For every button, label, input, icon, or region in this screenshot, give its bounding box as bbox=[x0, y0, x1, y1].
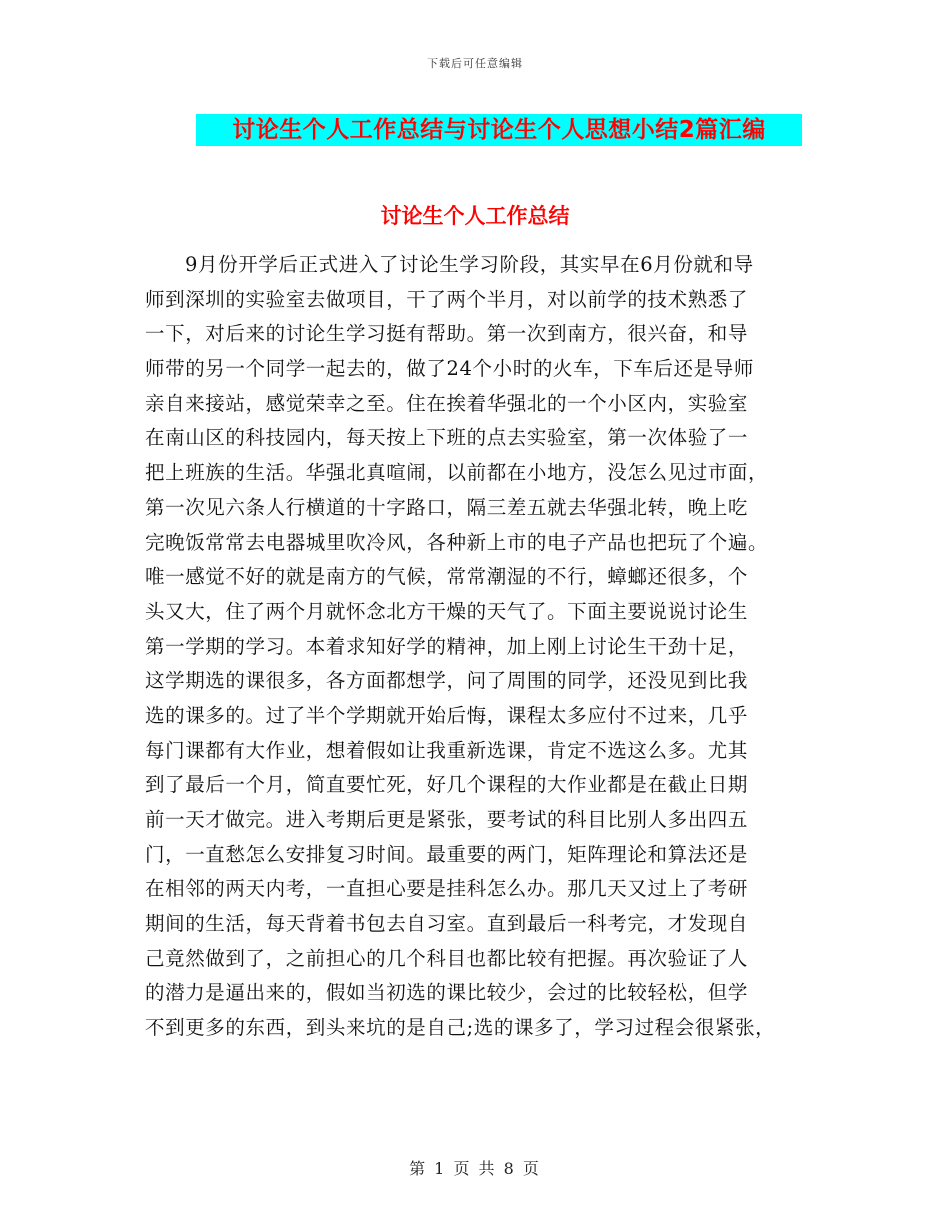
body-line: 在南山区的科技园内，每天按上下班的点去实验室，第一次体验了一 bbox=[145, 426, 749, 450]
main-title-highlight bbox=[196, 114, 802, 146]
body-line: 这学期选的课很多，各方面都想学，问了周围的同学，还没见到比我 bbox=[145, 669, 749, 693]
body-line: 到了最后一个月，简直要忙死，好几个课程的大作业都是在截止日期 bbox=[145, 773, 749, 797]
body-line: 前一天才做完。进入考期后更是紧张，要考试的科目比别人多出四五 bbox=[145, 808, 749, 831]
main-title: 讨论生个人工作总结与讨论生个人思想小结2篇汇编 bbox=[232, 117, 766, 143]
body-line: 己竟然做到了，之前担心的几个科目也都比较有把握。再次验证了人 bbox=[145, 946, 749, 970]
header-note: 下载后可任意编辑 bbox=[427, 57, 523, 70]
body-line: 一下，对后来的讨论生学习挺有帮助。第一次到南方，很兴奋，和导 bbox=[145, 322, 749, 346]
body-line: 期间的生活，每天背着书包去自习室。直到最后一科考完，才发现自 bbox=[145, 912, 749, 936]
body-line: 第一学期的学习。本着求知好学的精神，加上刚上讨论生干劲十足， bbox=[145, 634, 749, 658]
page-number-footer: 第 1 页 共 8 页 bbox=[409, 1159, 541, 1178]
body-line: 师到深圳的实验室去做项目，干了两个半月，对以前学的技术熟悉了 bbox=[145, 287, 749, 311]
body-line: 第一次见六条人行横道的十字路口，隔三差五就去华强北转，晚上吃 bbox=[145, 495, 749, 519]
body-line: 的潜力是逼出来的，假如当初选的课比较少，会过的比较轻松，但学 bbox=[145, 981, 749, 1005]
body-line: 把上班族的生活。华强北真喧闹，以前都在小地方，没怎么见过市面， bbox=[145, 461, 769, 485]
body-line: 师带的另一个同学一起去的，做了24个小时的火车，下车后还是导师 bbox=[145, 357, 754, 381]
body-line: 9月份开学后正式进入了讨论生学习阶段，其实早在6月份就和导 bbox=[185, 253, 754, 276]
body-line: 门，一直愁怎么安排复习时间。最重要的两门，矩阵理论和算法还是 bbox=[145, 842, 749, 866]
body-line: 选的课多的。过了半个学期就开始后悔，课程太多应付不过来，几乎 bbox=[145, 703, 749, 727]
body-line: 在相邻的两天内考，一直担心要是挂科怎么办。那几天又过上了考研 bbox=[145, 877, 749, 901]
body-line: 不到更多的东西，到头来坑的是自己;选的课多了，学习过程会很紧张， bbox=[145, 1016, 776, 1040]
body-line: 头又大，住了两个月就怀念北方干燥的天气了。下面主要说说讨论生 bbox=[145, 599, 749, 623]
section-title: 讨论生个人工作总结 bbox=[380, 204, 570, 228]
body-text bbox=[145, 248, 810, 1046]
body-line: 亲自来接站，感觉荣幸之至。住在挨着华强北的一个小区内，实验室 bbox=[145, 391, 749, 415]
body-line: 完晚饭常常去电器城里吹冷风，各种新上市的电子产品也把玩了个遍。 bbox=[145, 530, 769, 554]
body-line: 唯一感觉不好的就是南方的气候，常常潮湿的不行，蟑螂还很多，个 bbox=[145, 565, 749, 589]
body-line: 每门课都有大作业，想着假如让我重新选课，肯定不选这么多。尤其 bbox=[145, 738, 749, 762]
